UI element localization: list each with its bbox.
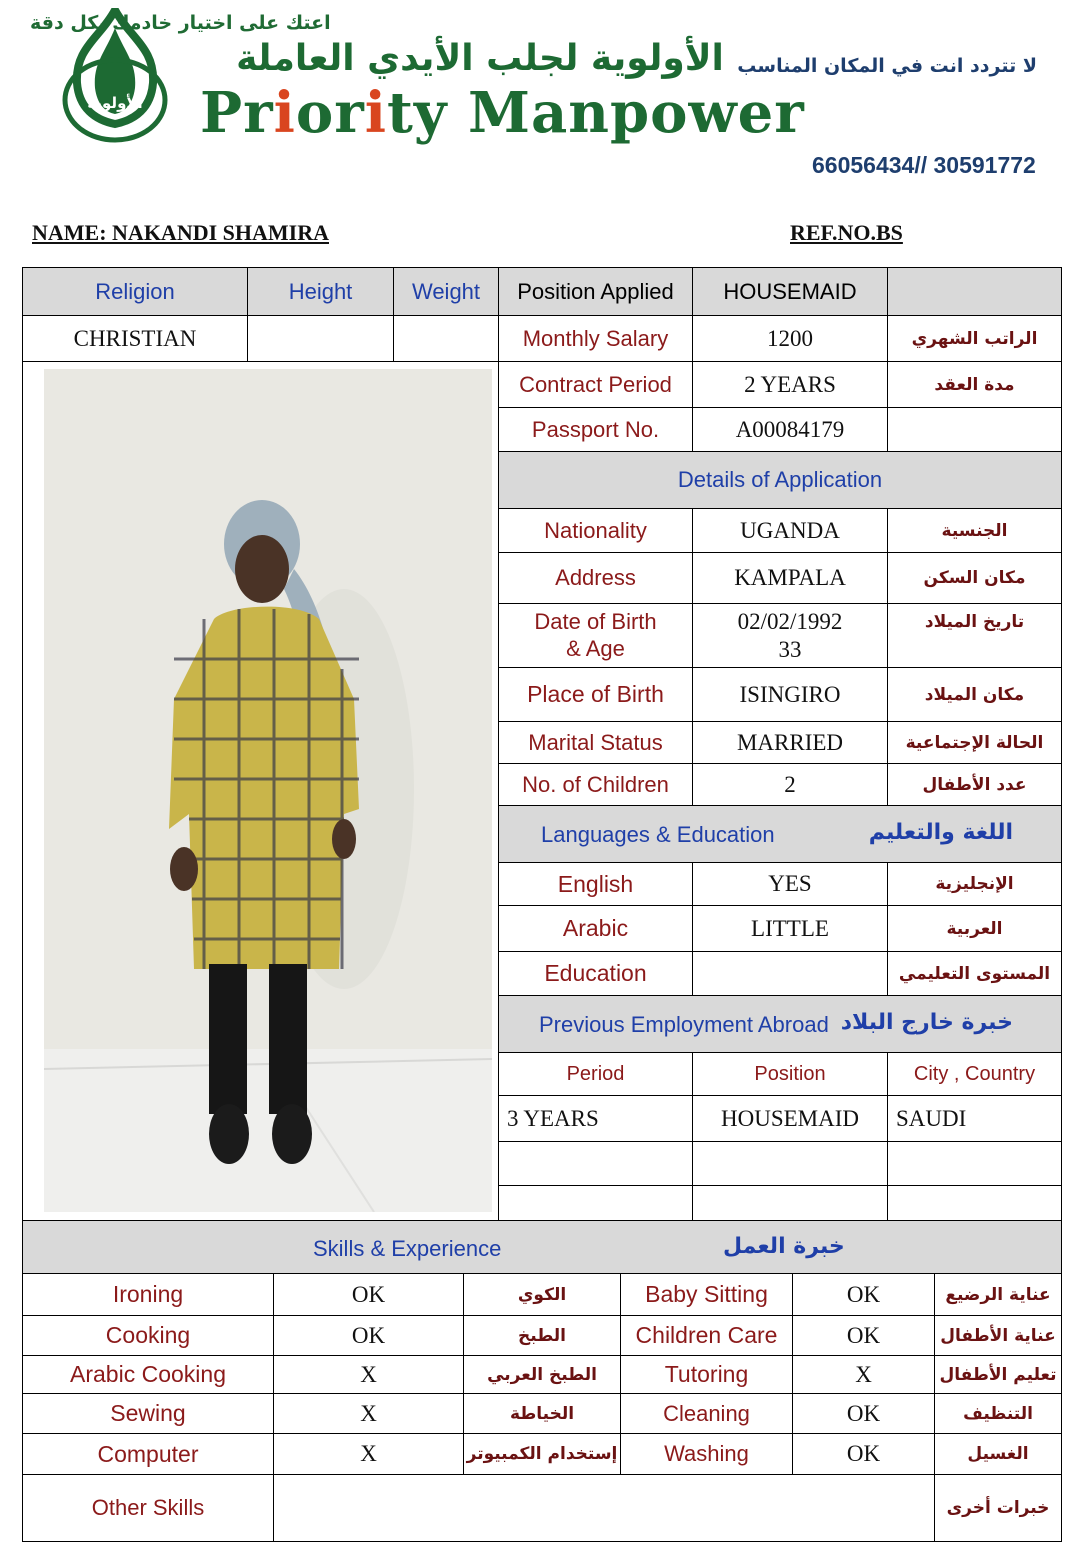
skill-children-care-arabic: عناية الأطفال — [934, 1315, 1062, 1356]
company-name-arabic: الأولوية لجلب الأيدي العاملة — [236, 38, 724, 79]
phone-numbers: 66056434// 30591772 — [812, 152, 1036, 178]
skill-ironing-label: Ironing — [22, 1273, 274, 1316]
monthly-salary-arabic: الراتب الشهري — [887, 315, 1062, 362]
slogan: لا تتردد انت في المكان المناسب — [737, 55, 1037, 77]
details-section-title: Details of Application — [498, 451, 1062, 509]
languages-section-title — [498, 805, 1062, 863]
languages-title-en: Languages & Education — [541, 822, 775, 847]
age-value: 33 — [778, 636, 802, 662]
tagline: اعتك على اختيار خادمك بكل دقة — [30, 12, 331, 34]
skills-title-en: Skills & Experience — [313, 1236, 502, 1261]
children-value: 2 — [692, 763, 888, 806]
skill-children-care-label: Children Care — [620, 1315, 793, 1356]
arabic-label: Arabic — [498, 905, 693, 952]
passport-arabic — [887, 407, 1062, 452]
position-header: Position — [692, 1052, 888, 1096]
english-label: English — [498, 862, 693, 906]
period-header: Period — [498, 1052, 693, 1096]
previous-employment-title-en: Previous Employment Abroad — [539, 1012, 829, 1037]
company-name-english: Priority Manpower — [200, 80, 805, 146]
skill-cleaning-value: OK — [792, 1393, 935, 1434]
skill-arabic-cooking-arabic: الطبخ العربي — [463, 1355, 621, 1394]
skill-arabic-cooking-value: X — [273, 1355, 464, 1394]
contract-period-value: 2 YEARS — [692, 361, 888, 408]
skill-sewing-label: Sewing — [22, 1393, 274, 1434]
position-applied-value: HOUSEMAID — [692, 267, 888, 316]
religion-value: CHRISTIAN — [22, 315, 248, 362]
skill-cooking-label: Cooking — [22, 1315, 274, 1356]
address-value: KAMPALA — [692, 552, 888, 604]
other-skills-value — [273, 1474, 935, 1542]
english-arabic: الإنجليزية — [887, 862, 1062, 906]
place-of-birth-arabic: مكان الميلاد — [887, 667, 1062, 722]
dob-label-line1: Date of Birth — [534, 609, 657, 635]
previous-employment-title — [498, 995, 1062, 1053]
prev-position-3 — [692, 1185, 888, 1221]
skill-baby-sitting-arabic: عناية الرضيع — [934, 1273, 1062, 1316]
languages-title-ar: اللغة والتعليم — [868, 820, 1013, 845]
nationality-label: Nationality — [498, 508, 693, 553]
skill-arabic-cooking-label: Arabic Cooking — [22, 1355, 274, 1394]
marital-status-value: MARRIED — [692, 721, 888, 764]
other-skills-arabic: خبرات أخرى — [934, 1474, 1062, 1542]
arabic-arabic: العربية — [887, 905, 1062, 952]
skill-baby-sitting-value: OK — [792, 1273, 935, 1316]
prev-period-3 — [498, 1185, 693, 1221]
skill-ironing-arabic: الكوي — [463, 1273, 621, 1316]
skill-computer-label: Computer — [22, 1433, 274, 1475]
arabic-value: LITTLE — [692, 905, 888, 952]
nationality-arabic: الجنسية — [887, 508, 1062, 553]
letterhead — [0, 0, 1080, 200]
skill-cleaning-label: Cleaning — [620, 1393, 793, 1434]
prev-position-2 — [692, 1141, 888, 1186]
height-label: Height — [247, 267, 394, 316]
education-arabic: المستوى التعليمي — [887, 951, 1062, 996]
skill-cooking-arabic: الطبخ — [463, 1315, 621, 1356]
skill-tutoring-label: Tutoring — [620, 1355, 793, 1394]
skill-tutoring-arabic: تعليم الأطفال — [934, 1355, 1062, 1394]
skill-washing-label: Washing — [620, 1433, 793, 1475]
contract-period-arabic: مدة العقد — [887, 361, 1062, 408]
prev-period-2 — [498, 1141, 693, 1186]
english-value: YES — [692, 862, 888, 906]
skill-children-care-value: OK — [792, 1315, 935, 1356]
dob-label-line2: & Age — [566, 635, 625, 661]
skill-washing-arabic: الغسيل — [934, 1433, 1062, 1475]
skill-cooking-value: OK — [273, 1315, 464, 1356]
height-value — [247, 315, 394, 362]
dob-value: 02/02/1992 — [737, 608, 843, 634]
skill-sewing-value: X — [273, 1393, 464, 1434]
candidate-photo — [44, 369, 492, 1212]
position-applied-label: Position Applied — [498, 267, 693, 316]
reference-number: REF.NO.BS — [790, 220, 903, 245]
skill-computer-value: X — [273, 1433, 464, 1475]
education-label: Education — [498, 951, 693, 996]
prev-city-1: SAUDI — [887, 1095, 1062, 1142]
prev-city-2 — [887, 1141, 1062, 1186]
passport-value: A00084179 — [692, 407, 888, 452]
education-value — [692, 951, 888, 996]
skill-baby-sitting-label: Baby Sitting — [620, 1273, 793, 1316]
marital-status-arabic: الحالة الإجتماعية — [887, 721, 1062, 764]
skills-section-title — [22, 1220, 1062, 1274]
other-skills-label: Other Skills — [22, 1474, 274, 1542]
nationality-value: UGANDA — [692, 508, 888, 553]
place-of-birth-label: Place of Birth — [498, 667, 693, 722]
prev-city-3 — [887, 1185, 1062, 1221]
dob-age-value — [692, 603, 888, 668]
marital-status-label: Marital Status — [498, 721, 693, 764]
skill-sewing-arabic: الخياطة — [463, 1393, 621, 1434]
skill-ironing-value: OK — [273, 1273, 464, 1316]
skill-cleaning-arabic: التنظيف — [934, 1393, 1062, 1434]
dob-arabic: تاريخ الميلاد — [887, 603, 1062, 668]
weight-label: Weight — [393, 267, 499, 316]
prev-period-1: 3 YEARS — [498, 1095, 693, 1142]
skill-computer-arabic: إستخدام الكمبيوتر — [463, 1433, 621, 1475]
place-of-birth-value: ISINGIRO — [692, 667, 888, 722]
religion-label: Religion — [22, 267, 248, 316]
skill-tutoring-value: X — [792, 1355, 935, 1394]
dob-age-label — [498, 603, 693, 668]
monthly-salary-value: 1200 — [692, 315, 888, 362]
city-country-header: City , Country — [887, 1052, 1062, 1096]
children-label: No. of Children — [498, 763, 693, 806]
previous-employment-title-ar: خبرة خارج البلاد — [840, 1010, 1013, 1035]
skills-title-ar: خبرة العمل — [723, 1234, 845, 1259]
logo-text: الأولوية — [87, 94, 143, 112]
prev-position-1: HOUSEMAID — [692, 1095, 888, 1142]
contract-period-label: Contract Period — [498, 361, 693, 408]
header-blank-cell — [887, 267, 1062, 316]
passport-label: Passport No. — [498, 407, 693, 452]
candidate-name: NAME: NAKANDI SHAMIRA — [32, 220, 329, 245]
address-arabic: مكان السكن — [887, 552, 1062, 604]
skill-washing-value: OK — [792, 1433, 935, 1475]
address-label: Address — [498, 552, 693, 604]
monthly-salary-label: Monthly Salary — [498, 315, 693, 362]
weight-value — [393, 315, 499, 362]
children-arabic: عدد الأطفال — [887, 763, 1062, 806]
